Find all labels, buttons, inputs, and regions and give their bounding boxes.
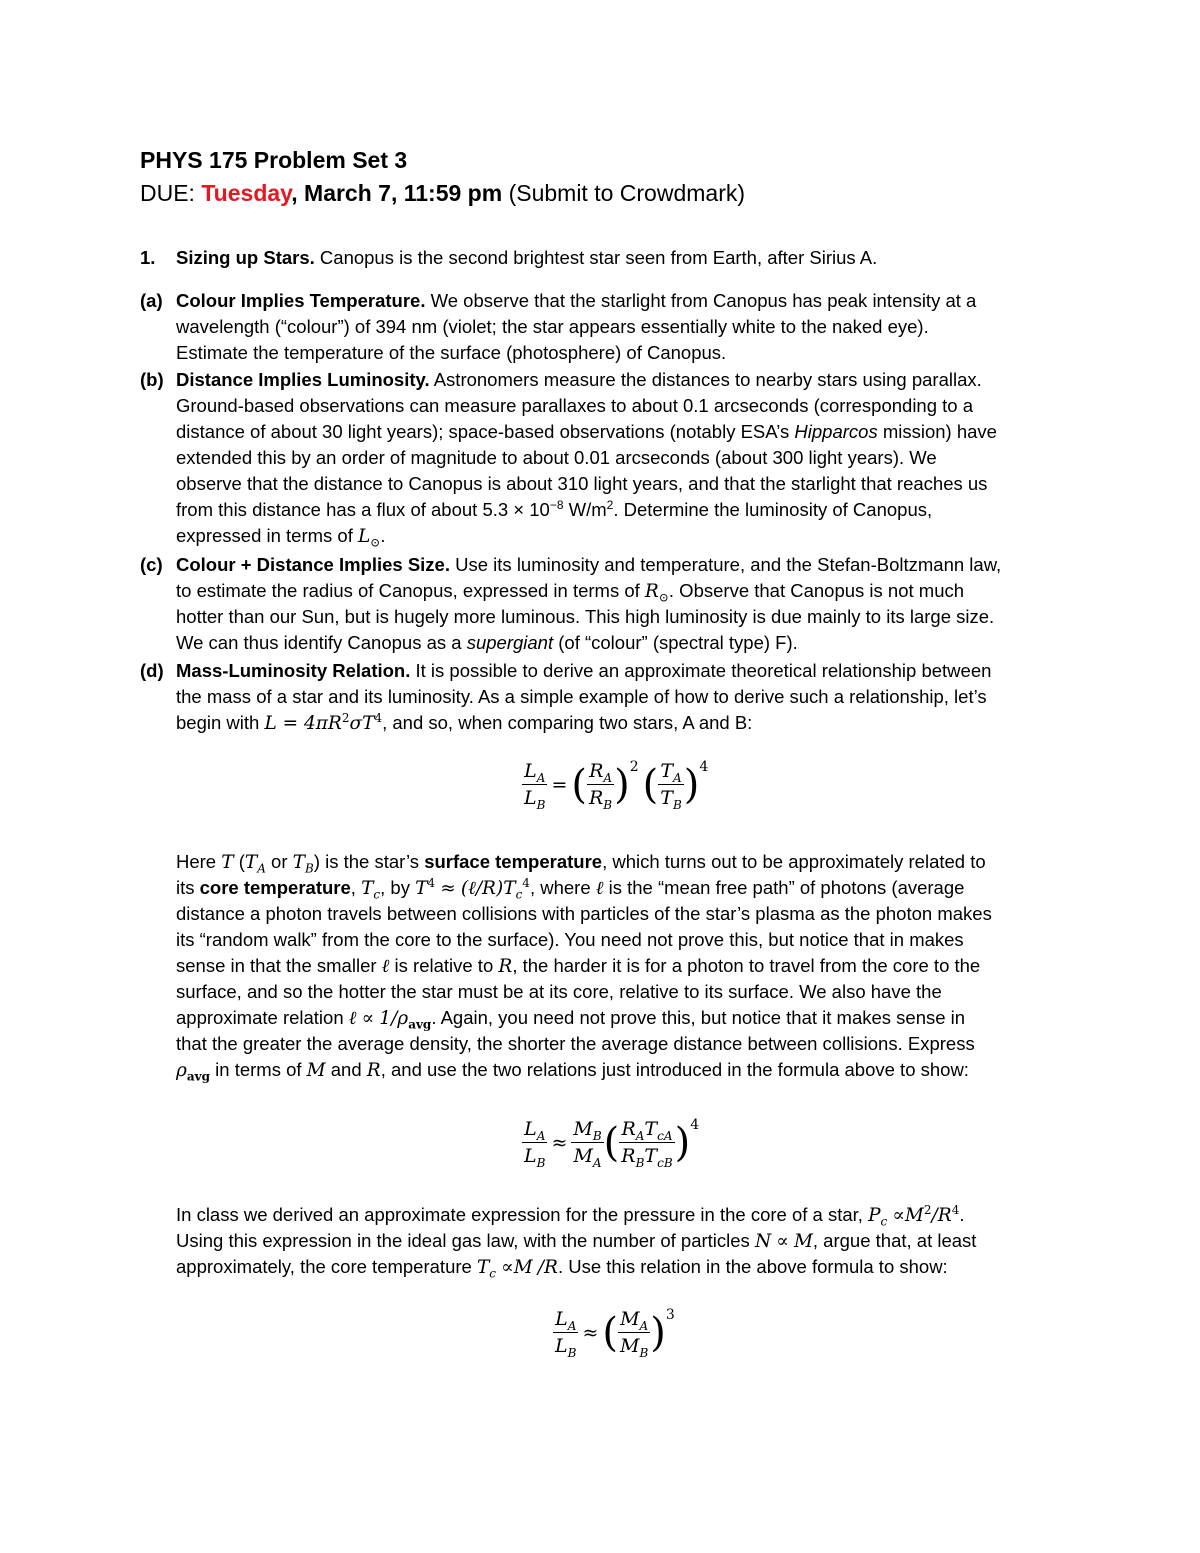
text: . Use this relation in the above formula to show: — [557, 1256, 948, 1277]
symbol: ℓ — [348, 1008, 357, 1029]
text: It is possible to derive an approximate theoretical relationship between — [410, 660, 992, 681]
part-b-label: (b) — [140, 369, 164, 390]
paren: ) — [683, 761, 700, 808]
symbol: L — [524, 787, 537, 809]
subscript: A — [635, 1128, 645, 1143]
math-inline: 1/ρ — [379, 1008, 409, 1029]
text: Using this expression in the ideal gas law, with the number of particles — [176, 1230, 755, 1251]
symbol: R — [588, 787, 604, 809]
math-inline: (ℓ/R)T — [460, 878, 516, 899]
math-inline: L = 4πR — [264, 713, 342, 734]
propto-sign: ∝ — [501, 1257, 514, 1278]
subscript: A — [673, 770, 682, 785]
symbol: L — [524, 1145, 537, 1167]
text: Hipparcos — [794, 421, 878, 442]
page-title: PHYS 175 Problem Set 3 — [140, 147, 408, 173]
symbol: ℓ — [381, 956, 390, 977]
text: observe that the distance to Canopus is about 310 light years, and that the starlight that reaches us — [176, 473, 988, 494]
propto-sign: ∝ — [776, 1231, 789, 1252]
approx-sign: ≈ — [551, 1131, 568, 1154]
exponent: 4 — [374, 710, 383, 725]
due-date: , March 7, 11:59 pm — [291, 180, 503, 206]
symbol: R — [621, 1145, 636, 1167]
symbol: T — [415, 878, 428, 899]
exponent: 2 — [341, 710, 350, 725]
text: approximate relation — [176, 1007, 349, 1028]
math-inline: σT — [349, 713, 375, 734]
symbol: M — [573, 1118, 593, 1140]
part-d-paragraph-3: In class we derived an approximate expression for the pressure in the core of a star, $P_c \propto M^2/R^4$. Using this expression in the ideal gas law, with the number of particles N ∝ M, argue that, at least approximately, the core temperature $T_c \propto M$ /R. Use this relation in the above formula to show: — [176, 1202, 977, 1281]
symbol: M — [573, 1145, 593, 1167]
subscript: B — [639, 1345, 649, 1360]
subscript: B — [305, 861, 314, 876]
part-d-paragraph-2: Here T ($T_A$ or $T_B$) is the star’s surface temperature, which turns out to be approximately related to its core temperature, $T_c$, by $T^4$ ≈ $(\ell/R)T_c^4$, where ℓ is the “mean free path” of photons (average distance a photon travels between collisions with particles of the star’s plasma as the photon makes its “random walk” from the core to the surface). You need not prove this, but notice that in makes sense in that the smaller ℓ is relative to R, the harder it is for a photon to travel from the core to the surface, and so the hotter the star must be at its core, relative to its surface. We also have the approximate relation ℓ ∝ $1/\rho_{avg}$. Again, you need not prove this, but notice that it makes sense in that the greater the average density, the shorter the average distance between collisions. Express $\rho_{avg}$ in terms of M and R, and use the two relations just introduced in the formula above to show: — [140, 849, 1070, 1083]
text: Use its luminosity and temperature, and the Stefan-Boltzmann law, — [450, 554, 1002, 575]
subscript: cB — [657, 1155, 673, 1170]
symbol: R — [498, 956, 513, 977]
subscript: c — [515, 887, 523, 902]
text: or — [265, 851, 293, 872]
text: , by — [380, 877, 416, 898]
subscript: c — [489, 1266, 497, 1281]
paren: ( — [603, 1119, 620, 1166]
exponent: 2 — [923, 1202, 932, 1217]
symbol: T — [244, 852, 258, 873]
text: , the harder it is for a photon to travel from the core to the — [512, 955, 981, 976]
text: core temperature — [199, 877, 351, 898]
subscript: B — [635, 1155, 645, 1170]
text: ) is the star’s — [313, 851, 425, 872]
part-c — [140, 552, 1070, 656]
text: that the greater the average density, the shorter the average distance between collisions. Express — [176, 1033, 975, 1054]
text: W/m — [563, 499, 607, 520]
text: in terms of — [210, 1059, 307, 1080]
symbol: R — [366, 1060, 381, 1081]
part-a-label: (a) — [140, 290, 163, 311]
symbol: L — [555, 1308, 568, 1330]
symbol: M — [620, 1308, 640, 1330]
subscript: c — [373, 887, 381, 902]
text: Astronomers measure the distances to nearby stars using parallax. — [429, 369, 982, 390]
symbol: M — [793, 1231, 813, 1252]
exponent: 4 — [522, 875, 530, 890]
symbol: L — [555, 1335, 568, 1357]
symbol: L — [524, 760, 537, 782]
subscript: B — [592, 1128, 602, 1143]
symbol: T — [644, 1145, 658, 1167]
text: distance of about 30 light years); space-based observations (notably ESA’s — [176, 421, 795, 442]
symbol: ρ — [176, 1060, 187, 1081]
subscript: avg — [408, 1017, 432, 1032]
subscript: A — [257, 861, 266, 876]
text: . — [380, 525, 386, 546]
symbol: R — [621, 1118, 636, 1140]
due-day: Tuesday — [201, 180, 292, 206]
text: . Determine the luminosity of Canopus, — [613, 499, 933, 520]
subscript: A — [639, 1318, 649, 1333]
sun-symbol: ⊙ — [658, 590, 669, 605]
due-line — [140, 177, 745, 209]
equation-3 — [553, 1306, 675, 1360]
propto-sign: ∝ — [361, 1008, 375, 1029]
text: approximately, the core temperature — [176, 1256, 477, 1277]
equation-1 — [522, 758, 709, 812]
paren: ( — [571, 761, 587, 808]
paren: ( — [642, 761, 659, 808]
text: its — [176, 877, 200, 898]
text: Ground-based observations can measure parallaxes to about 0.1 arcseconds (corresponding to a — [176, 395, 973, 416]
subscript: cA — [657, 1128, 673, 1143]
symbol: M — [513, 1257, 533, 1278]
sun-symbol: ⊙ — [370, 535, 381, 550]
text: Estimate the temperature of the surface (photosphere) of Canopus. — [176, 342, 727, 363]
subscript: A — [603, 770, 613, 785]
symbol: P — [868, 1205, 881, 1226]
exponent: 2 — [606, 497, 614, 512]
exponent: −8 — [549, 497, 564, 512]
text: Here — [176, 851, 222, 872]
part-b — [140, 367, 1070, 549]
text: expressed in terms of — [176, 525, 358, 546]
text: is relative to — [389, 955, 499, 976]
text: . — [959, 1204, 965, 1225]
part-a-heading: Colour Implies Temperature. — [176, 290, 426, 311]
symbol: T — [644, 1118, 658, 1140]
text: hotter than our Sun, but is hugely more luminous. This high luminosity is due mainly to its large size. — [176, 606, 995, 627]
text: surface, and so the hotter the star must be at its core, relative to its surface. We also have the — [176, 981, 942, 1002]
symbol: T — [660, 760, 674, 782]
text: We can thus identify Canopus as a — [176, 632, 467, 653]
text: , and so, when comparing two stars, A and B: — [382, 712, 753, 733]
text: is the “mean free path” of photons (average — [603, 877, 965, 898]
paren: ) — [614, 761, 630, 808]
approx-sign: ≈ — [582, 1321, 599, 1344]
text: sense in that the smaller — [176, 955, 382, 976]
paren: ) — [674, 1119, 691, 1166]
equals-sign: = — [551, 773, 568, 796]
text: begin with — [176, 712, 265, 733]
part-d-heading: Mass-Luminosity Relation. — [176, 660, 411, 681]
subscript: B — [536, 1155, 546, 1170]
due-note: (Submit to Crowdmark) — [502, 180, 746, 206]
question-1 — [140, 245, 877, 271]
subscript: B — [603, 797, 613, 812]
text: its “random walk” from the core to the surface). You need not prove this, but notice that in makes — [176, 929, 964, 950]
text: wavelength (“colour”) of 394 nm (violet; the star appears essentially white to the naked eye). — [176, 316, 929, 337]
text: In class we derived an approximate expression for the pressure in the core of a star, — [176, 1204, 869, 1225]
text: (of “colour” (spectral type) F). — [553, 632, 798, 653]
text: supergiant — [466, 632, 554, 653]
subscript: A — [592, 1155, 602, 1170]
part-c-label: (c) — [140, 554, 163, 575]
text: , and use the two relations just introduced in the formula above to show: — [380, 1059, 969, 1080]
subscript: c — [880, 1214, 888, 1229]
question-heading: Sizing up Stars. — [176, 247, 315, 268]
exponent: 4 — [690, 1116, 700, 1133]
question-text: Canopus is the second brightest star seen from Earth, after Sirius A. — [314, 247, 878, 268]
part-a — [140, 288, 1070, 366]
text: and — [325, 1059, 367, 1080]
text: extended this by an order of magnitude to about 0.01 arcseconds (about 300 light years). We — [176, 447, 937, 468]
subscript: A — [536, 1128, 546, 1143]
symbol: T — [292, 852, 305, 873]
subscript: B — [536, 797, 546, 812]
symbol: M — [306, 1060, 326, 1081]
paren: ( — [602, 1309, 618, 1356]
math-inline: /R — [931, 1205, 952, 1226]
part-d-label: (d) — [140, 660, 164, 681]
text: mission) have — [877, 421, 997, 442]
part-b-heading: Distance Implies Luminosity. — [176, 369, 430, 390]
subscript: B — [567, 1345, 577, 1360]
text: . Observe that Canopus is not much — [668, 580, 965, 601]
symbol: L — [524, 1118, 537, 1140]
text: We observe that the starlight from Canopus has peak intensity at a — [425, 290, 977, 311]
equation-2 — [522, 1116, 700, 1170]
subscript: avg — [186, 1069, 211, 1084]
exponent: 2 — [629, 758, 639, 775]
symbol: N — [754, 1231, 772, 1252]
exponent: 4 — [951, 1202, 960, 1217]
approx-sign: ≈ — [440, 878, 456, 899]
symbol: T — [361, 878, 374, 899]
math-symbol: R — [644, 581, 659, 602]
symbol: T — [476, 1257, 490, 1278]
subscript: A — [567, 1318, 577, 1333]
text: surface temperature — [424, 851, 603, 872]
subscript: A — [536, 770, 546, 785]
part-d — [140, 658, 1070, 736]
subscript: B — [672, 797, 682, 812]
text: , where — [529, 877, 596, 898]
symbol: ℓ — [595, 878, 604, 899]
text: the mass of a star and its luminosity. As a simple example of how to derive such a relationship, let’s — [176, 686, 987, 707]
exponent: 4 — [699, 758, 709, 775]
symbol: R — [544, 1257, 558, 1278]
symbol: T — [221, 852, 234, 873]
due-label: DUE: — [140, 180, 202, 206]
exponent: 3 — [665, 1306, 675, 1323]
symbol: R — [589, 760, 604, 782]
exponent: 4 — [427, 875, 436, 890]
question-number: 1. — [140, 247, 156, 268]
symbol: M — [904, 1205, 924, 1226]
text: , argue that, at least — [812, 1230, 977, 1251]
part-c-heading: Colour + Distance Implies Size. — [176, 554, 450, 575]
text: from this distance has a flux of about 5.3 × 10 — [176, 499, 550, 520]
symbol: T — [660, 787, 673, 809]
text: . Again, you need not prove this, but notice that it makes sense in — [431, 1007, 966, 1028]
propto-sign: ∝ — [892, 1205, 905, 1226]
paren: ) — [650, 1309, 666, 1356]
math-symbol: L — [358, 526, 371, 547]
text: , which turns out to be approximately related to — [602, 851, 986, 872]
text: to estimate the radius of Canopus, expressed in terms of — [176, 580, 645, 601]
symbol: M — [619, 1335, 640, 1357]
text: distance a photon travels between collisions with particles of the star’s plasma as the photon makes — [176, 903, 992, 924]
